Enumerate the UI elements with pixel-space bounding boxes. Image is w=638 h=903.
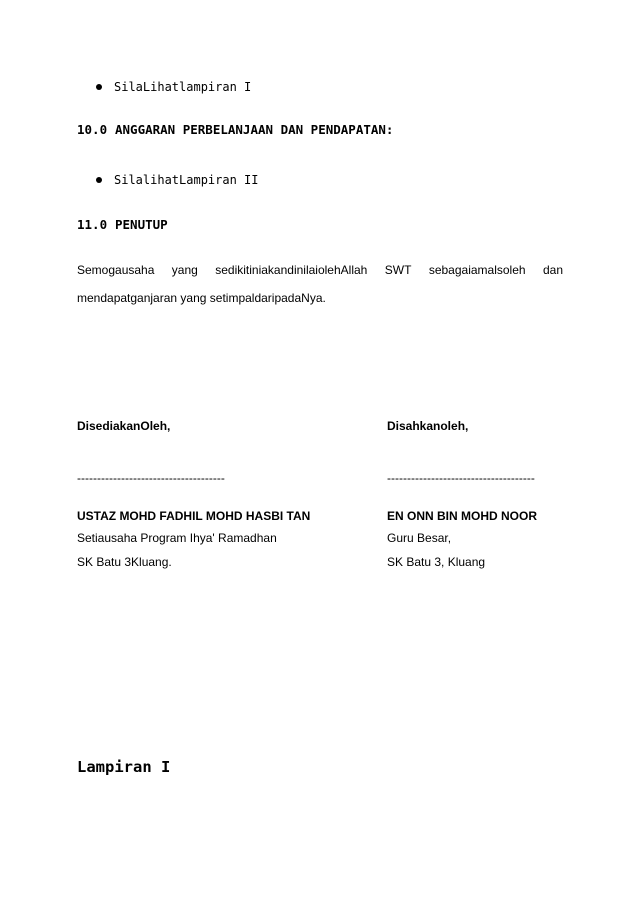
- section-heading-10: [77, 122, 393, 137]
- signature-name: USTAZ MOHD FADHIL MOHD HASBI TAN: [77, 509, 311, 523]
- word: sedikitiniakandinilaiolehAllah: [215, 263, 368, 277]
- appendix-heading: Lampiran I: [77, 758, 171, 776]
- word: Semogausaha: [77, 263, 155, 277]
- section-title: PENUTUP: [115, 217, 168, 232]
- bullet-text: SilalihatLampiran II: [114, 173, 259, 187]
- word: SWT: [384, 263, 412, 277]
- bullet-item-lampiran-1: [96, 80, 251, 94]
- signature-name: EN ONN BIN MOHD NOOR: [387, 509, 537, 523]
- word: yang: [171, 263, 198, 277]
- section-number: 10.0: [77, 122, 108, 137]
- word: sebagaiamalsoleh: [428, 263, 526, 277]
- word: dan: [542, 263, 563, 277]
- bullet-item-lampiran-2: [96, 173, 259, 187]
- bullet-icon: [96, 84, 102, 90]
- signature-label: Disahkanoleh,: [387, 419, 469, 433]
- signature-school: SK Batu 3, Kluang: [387, 555, 486, 569]
- closing-paragraph: [77, 256, 563, 312]
- section-heading-11: [77, 217, 168, 232]
- signature-school: SK Batu 3Kluang.: [77, 555, 172, 569]
- signature-position: Guru Besar,: [387, 531, 452, 545]
- signature-position: Setiausaha Program Ihya' Ramadhan: [77, 531, 277, 545]
- section-title: ANGGARAN PERBELANJAAN DAN PENDAPATAN:: [115, 122, 394, 137]
- signature-label: DisediakanOleh,: [77, 419, 171, 433]
- section-number: 11.0: [77, 217, 108, 232]
- bullet-text: SilaLihatlampiran I: [114, 80, 252, 94]
- bullet-icon: [96, 177, 102, 183]
- paragraph-line-1: [77, 256, 563, 284]
- paragraph-line-2: mendapatganjaran yang setimpaldaripadaNya.: [77, 291, 326, 305]
- signature-line: -------------------------------------: [387, 471, 535, 485]
- signature-line: -------------------------------------: [77, 471, 225, 485]
